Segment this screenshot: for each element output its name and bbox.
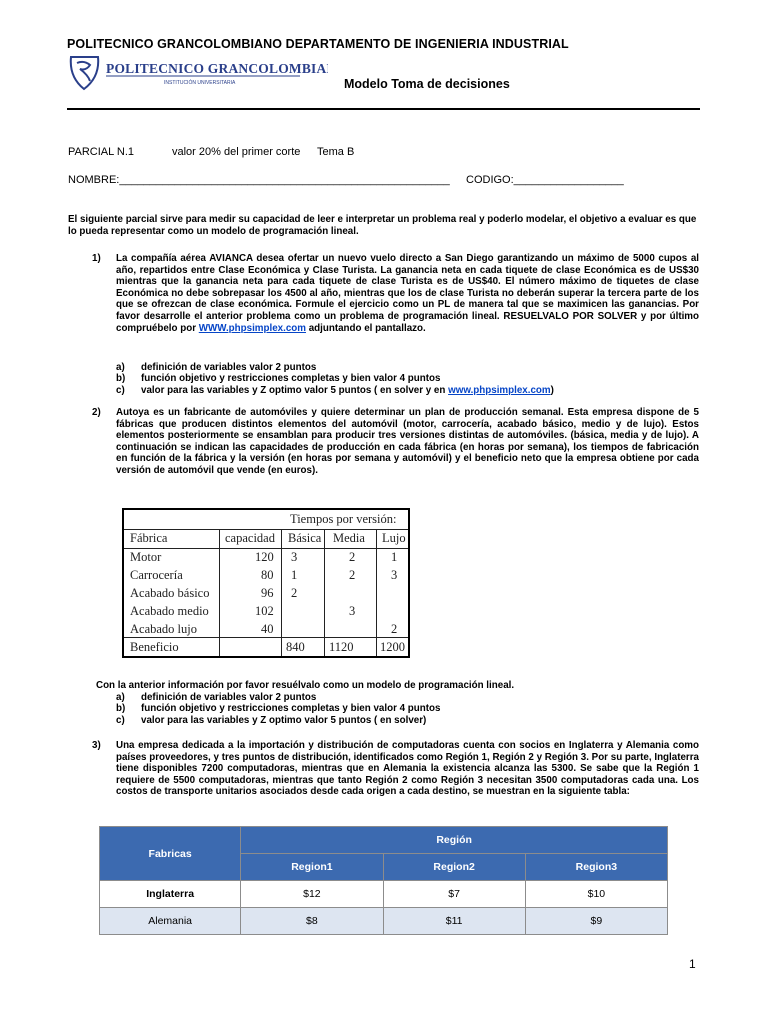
list-item: a) definición de variables valor 2 puntos <box>116 362 317 373</box>
table-cell: 102 <box>255 604 274 618</box>
q1-number: 1) <box>92 253 101 264</box>
table-cell: $11 <box>383 908 525 935</box>
q2-after: Con la anterior información por favor resuélvalo como un modelo de programación lineal. <box>96 680 515 691</box>
table-cell: 3 <box>291 550 298 564</box>
table-cell: Acabado medio <box>130 604 209 618</box>
table-cell: Inglaterra <box>100 881 241 908</box>
table-rule <box>124 548 408 549</box>
table-rule <box>219 529 220 656</box>
q2-items <box>116 692 440 726</box>
list-item: c) valor para las variables y Z optimo valor 5 puntos ( en solver) <box>116 714 427 726</box>
table-cell: 2 <box>349 568 356 582</box>
table-rule <box>376 529 377 656</box>
list-item: c) valor para las variables y Z optimo valor 5 puntos ( en solver y en www.phpsimplex.com) <box>116 384 554 396</box>
table-cell: 1 <box>291 568 298 582</box>
table-footer: 840 <box>286 640 305 654</box>
table-row <box>100 908 668 935</box>
svg-text:POLITECNICO GRANCOLOMBIANO: POLITECNICO GRANCOLOMBIANO <box>106 61 328 76</box>
table-group-header: Región <box>241 827 668 854</box>
table-cell: Alemania <box>100 908 241 935</box>
table-rule <box>324 529 325 656</box>
table-cell: 2 <box>291 586 298 600</box>
table-cell: 3 <box>391 568 398 582</box>
table-cell: $10 <box>525 881 667 908</box>
table-cell: $8 <box>241 908 383 935</box>
logo-emblem-icon <box>68 53 328 93</box>
q1-link[interactable]: WWW.phpsimplex.com <box>198 322 306 334</box>
q1-items <box>116 362 554 396</box>
page-number: 1 <box>689 957 696 971</box>
exam-tema: Tema B <box>317 146 355 158</box>
table-cell: Carrocería <box>130 568 183 582</box>
table-group-header: Tiempos por versión: <box>290 512 397 526</box>
q3-text: Una empresa dedicada a la importación y distribución de computadoras cuenta con socios en Inglaterra y Alemania como países proveedores, y tres puntos de distribución, identificados como Región 1, Región 2 y Región 3. Por su parte, Inglaterra tiene disponibles 7200 computadoras, mientras que en Alemania la existencia alcanza las 5300. Se sabe que la Región 1 requiere de 5500 computadoras, mientras que tanto Región 2 como Región 3 necesitan 3500 computadoras cada una. Los costos de transporte unitarios asociados desde cada origen a cada destino, se muestran en la siguiente tabla: <box>116 740 699 798</box>
list-item: a) definición de variables valor 2 puntos <box>116 692 317 703</box>
svg-text:INSTITUCIÓN UNIVERSITARIA: INSTITUCIÓN UNIVERSITARIA <box>164 80 236 86</box>
header-title: POLITECNICO GRANCOLOMBIANO DEPARTAMENTO DE INGENIERIA INDUSTRIAL <box>67 37 569 51</box>
table-footer: 1120 <box>329 640 354 654</box>
table-cell: 120 <box>255 550 274 564</box>
institution-logo <box>68 53 328 93</box>
table-header: Region2 <box>383 854 525 881</box>
table-header: Fábrica <box>130 531 168 545</box>
intro-paragraph: El siguiente parcial sirve para medir su capacidad de leer e interpretar un problema real y poderlo modelar, el objetivo a evaluar es que lo pueda representar como un modelo de programación lineal. <box>68 214 697 237</box>
transport-cost-table <box>99 826 668 935</box>
table-header: Fabricas <box>100 827 241 881</box>
nombre-field[interactable]: NOMBRE:______________________________________________________ <box>68 174 450 186</box>
table-header: Básica <box>288 531 322 545</box>
table-rule <box>281 529 282 656</box>
table-cell: Acabado lujo <box>130 622 197 636</box>
table-footer: Beneficio <box>130 640 179 654</box>
table-cell: Motor <box>130 550 162 564</box>
table-header: Media <box>333 531 365 545</box>
table-cell: 80 <box>261 568 274 582</box>
header-divider <box>67 108 700 110</box>
q1-item-c-link[interactable]: www.phpsimplex.com <box>448 384 551 396</box>
table-cell: $7 <box>383 881 525 908</box>
table-header: Region3 <box>525 854 667 881</box>
table-cell: $12 <box>241 881 383 908</box>
exam-valor: valor 20% del primer corte <box>172 146 301 158</box>
table-cell: $9 <box>525 908 667 935</box>
production-table <box>122 508 410 658</box>
exam-parcial: PARCIAL N.1 <box>68 146 135 158</box>
table-cell: 2 <box>391 622 398 636</box>
table-cell: 96 <box>261 586 274 600</box>
q2-text: Autoya es un fabricante de automóviles y quiere determinar un plan de producción semanal. Esta empresa dispone de 5 fábricas que producen distintos elementos del automóvil (motor, carrocería, acabado básico, medio y de lujo). Estos elementos posteriormente se ensamblan para producir tres versiones distintas de automóviles. (básica, media y de lujo). A continuación se indican las capacidades de producción en cada fábrica (en horas por semana), los tiempos de fabricación en función de la fábrica y la versión (en horas por semana y automóvil) y el beneficio neto que la empresa obtiene por cada versión de automóvil que vende (en euros). <box>116 407 699 476</box>
q1-body-end: adjuntando el pantallazo. <box>306 322 426 334</box>
table-footer: 1200 <box>380 640 405 654</box>
table-cell: 40 <box>261 622 274 636</box>
list-item: b) función objetivo y restricciones completas y bien valor 4 puntos <box>116 703 441 715</box>
table-cell: Acabado básico <box>130 586 210 600</box>
table-rule <box>124 529 408 530</box>
table-cell: 1 <box>391 550 398 564</box>
q1-body: La compañía aérea AVIANCA desea ofertar un nuevo vuelo directo a San Diego garantizando un máximo de 5000 cupos al año, repartidos entre Clase Económica y Clase Turista. La ganancia neta en cada tiquete de clase Económica es de US$30 mientras que la ganancia neta para cada tiquete de clase Turista es de US$40. El número máximo de tiquetes de clase Económica no debe sobrepasar los 4500 al año, mientras que los de clase Turista no deberán superar la tercera parte de los que se ofrezcan de clase económica. Formule el ejercicio como un PL de manera tal que se maximicen las ganancias. Por favor desarrolle el anterior problema como un problema de programación lineal. RESUELVALO POR SOLVER y por último compruébelo por <box>116 253 699 334</box>
table-header: Region1 <box>241 854 383 881</box>
codigo-field[interactable]: CODIGO:__________________ <box>466 174 624 186</box>
q3-number: 3) <box>92 740 101 751</box>
table-header: Lujo <box>382 531 406 545</box>
table-header: capacidad <box>225 531 275 545</box>
header-subtitle: Modelo Toma de decisiones <box>344 77 510 91</box>
q1-text <box>116 253 699 334</box>
table-row <box>100 881 668 908</box>
q2-number: 2) <box>92 407 101 418</box>
table-cell: 3 <box>349 604 356 618</box>
table-rule <box>124 637 408 638</box>
list-item: b) función objetivo y restricciones completas y bien valor 4 puntos <box>116 373 441 385</box>
table-cell: 2 <box>349 550 356 564</box>
